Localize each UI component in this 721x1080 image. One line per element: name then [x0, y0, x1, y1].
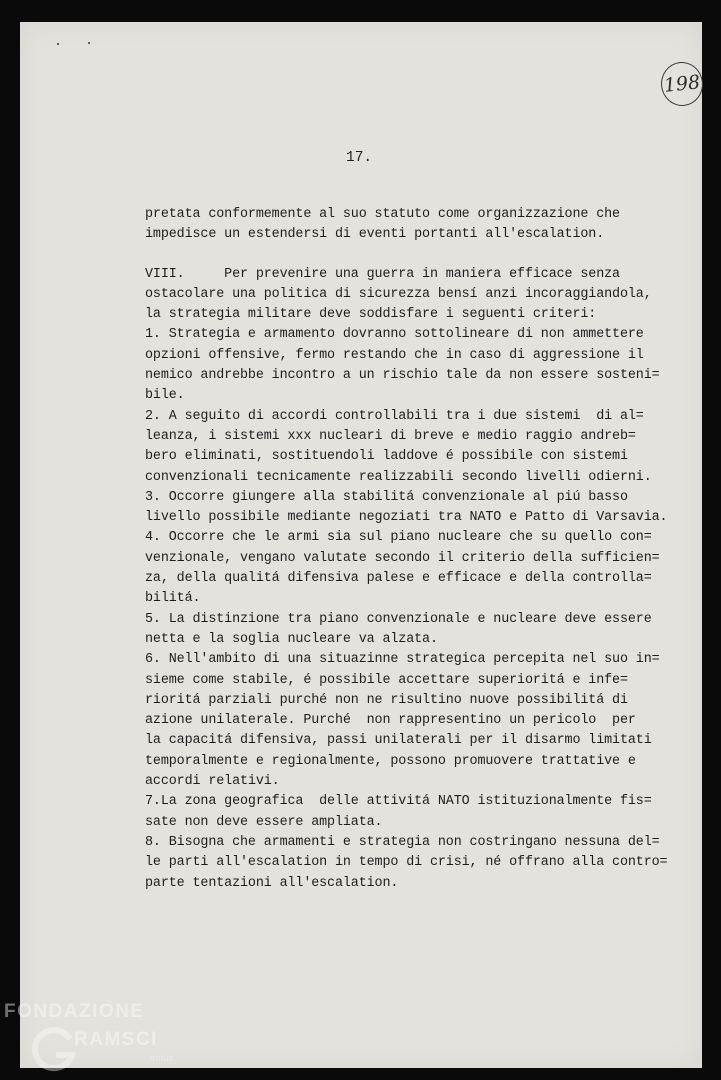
- archive-stamp-number: 198: [662, 71, 702, 97]
- text-line: VIII. Per prevenire una guerra in maniera efficace senza: [145, 266, 620, 282]
- paper-speck: [57, 43, 59, 45]
- text-line: la strategia militare deve soddisfare i seguenti criteri:: [145, 307, 597, 323]
- text-line: sieme come stabile, é possibile accettare superioritá e infe=: [145, 672, 628, 688]
- watermark-line2: RAMSCI: [74, 1029, 158, 1050]
- archive-page-stamp: [659, 60, 705, 108]
- text-line: rioritá parziali purché non ne risultino nuove possibilitá di: [145, 692, 628, 708]
- text-line: pretata conformemente al suo statuto come organizzazione che: [145, 207, 620, 222]
- text-line: parte tentazioni all'escalation.: [145, 875, 399, 891]
- text-line: accordi relativi.: [145, 774, 280, 790]
- text-line: bile.: [145, 388, 185, 404]
- text-line: 7.La zona geografica delle attivitá NATO istituzionalmente fis=: [145, 794, 652, 810]
- text-line: bero eliminati, sostituendoli laddove é possibile con sistemi: [145, 449, 628, 465]
- paper-speck: [88, 42, 90, 44]
- text-line: netta e la soglia nucleare va alzata.: [145, 631, 438, 647]
- text-line: livello possibile mediante negoziati tra NATO e Patto di Varsavia.: [145, 510, 668, 526]
- text-line: convenzionali tecnicamente realizzabili secondo livelli odierni.: [145, 469, 652, 485]
- text-line: opzioni offensive, fermo restando che in caso di aggressione il: [145, 347, 644, 363]
- text-line: 5. La distinzione tra piano convenzionale e nucleare deve essere: [145, 611, 652, 627]
- text-line: sate non deve essere ampliata.: [145, 814, 383, 830]
- text-line: 8. Bisogna che armamenti e strategia non costringano nessuna del=: [145, 834, 660, 850]
- text-line: 4. Occorre che le armi sia sul piano nucleare che su quello con=: [145, 530, 652, 546]
- text-line: 6. Nell'ambito di una situazinne strategica percepita nel suo in=: [145, 652, 660, 668]
- gramsci-g-logo-icon: [30, 1025, 78, 1073]
- text-line: impedisce un estendersi di eventi portanti all'escalation.: [145, 227, 605, 243]
- watermark-sub: onlus: [150, 1053, 175, 1063]
- fondazione-gramsci-watermark: [4, 1001, 184, 1077]
- text-line: bilitá.: [145, 591, 201, 607]
- text-line: za, della qualitá difensiva palese e efficace e della controlla=: [145, 571, 652, 587]
- text-line: 1. Strategia e armamento dovranno sottolineare di non ammettere: [145, 327, 644, 343]
- text-line: nemico andrebbe incontro a un rischio tale da non essere sosteni=: [145, 368, 660, 384]
- text-line: la capacitá difensiva, passi unilaterali per il disarmo limitati: [145, 733, 652, 749]
- text-line: 2. A seguito di accordi controllabili tra i due sistemi di al=: [145, 408, 644, 424]
- text-line: azione unilaterale. Purché non rappresentino un pericolo per: [145, 713, 636, 729]
- typed-body-text: [145, 205, 690, 894]
- paragraph-gap: [145, 246, 690, 265]
- text-line: temporalmente e regionalmente, possono promuovere trattative e: [145, 753, 636, 769]
- text-line: leanza, i sistemi xxx nucleari di breve e medio raggio andreb=: [145, 428, 636, 444]
- text-line: venzionale, vengano valutate secondo il criterio della sufficien=: [145, 550, 660, 566]
- page-number: 17.: [346, 150, 373, 166]
- text-line: ostacolare una politica di sicurezza bensí anzi incoraggiandola,: [145, 286, 652, 302]
- watermark-line1: FONDAZIONE: [4, 1001, 145, 1022]
- text-line: 3. Occorre giungere alla stabilitá convenzionale al piú basso: [145, 489, 628, 505]
- text-line: le parti all'escalation in tempo di crisi, né offrano alla contro=: [145, 855, 668, 871]
